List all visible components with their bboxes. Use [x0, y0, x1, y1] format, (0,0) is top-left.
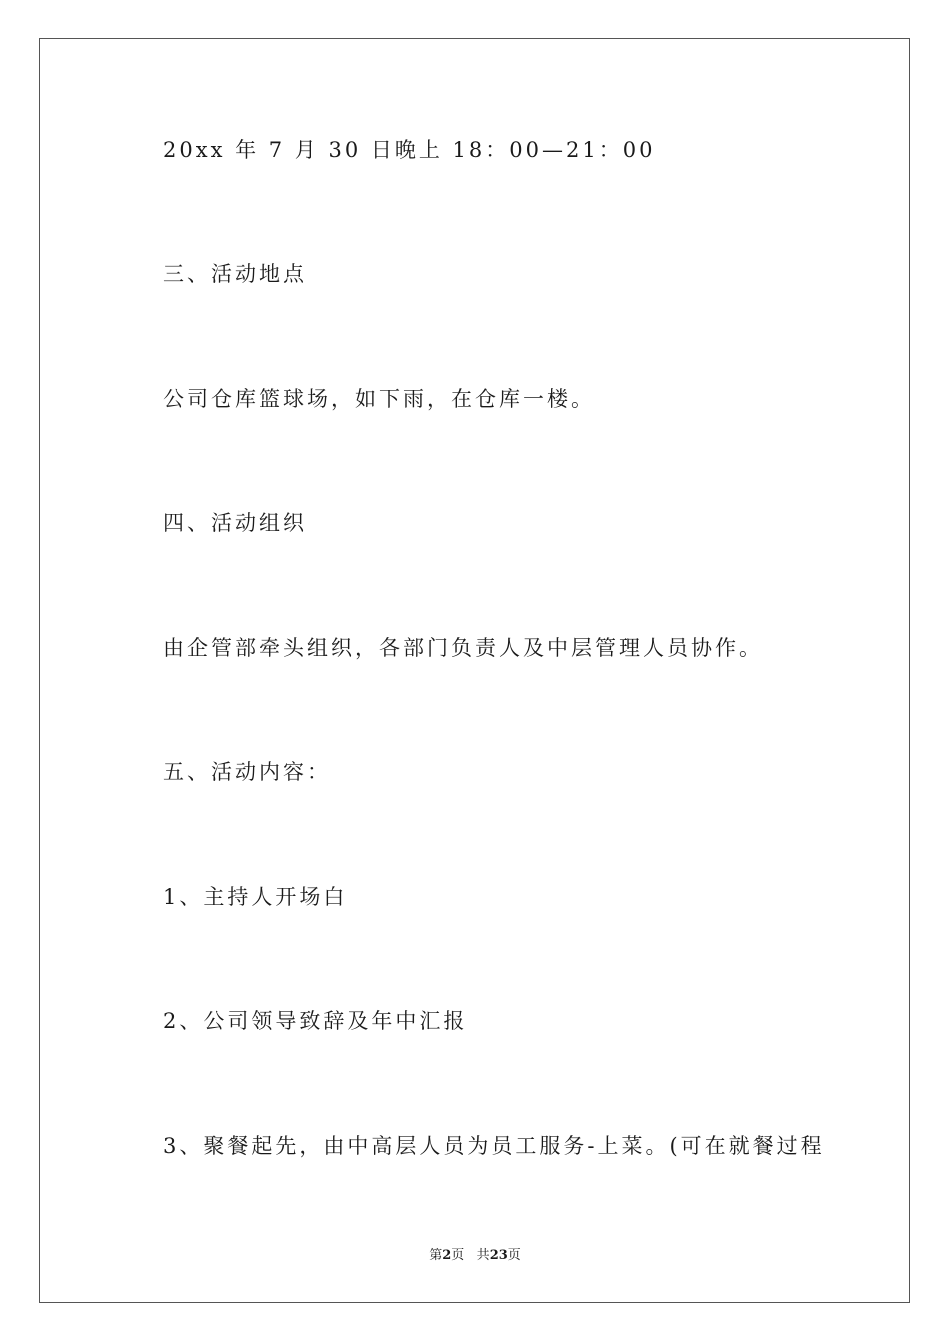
section-heading-location: 三、活动地点 — [163, 262, 307, 286]
content-item-3: 3、聚餐起先，由中高层人员为员工服务-上菜。(可在就餐过程 — [163, 1134, 825, 1158]
section-heading-content: 五、活动内容： — [163, 760, 331, 784]
content-item-2: 2、公司领导致辞及年中汇报 — [163, 1009, 468, 1033]
section-heading-organization: 四、活动组织 — [163, 511, 307, 535]
footer-page-number: 2 — [442, 1248, 452, 1263]
location-text: 公司仓库篮球场，如下雨，在仓库一楼。 — [163, 387, 595, 411]
footer-page-prefix: 第 — [429, 1248, 443, 1263]
page-border — [39, 38, 910, 1303]
footer-total-suffix: 页 — [507, 1248, 521, 1263]
content-item-1: 1、主持人开场白 — [163, 885, 348, 909]
organization-text: 由企管部牵头组织，各部门负责人及中层管理人员协作。 — [163, 636, 763, 660]
footer-total-prefix: 共 — [476, 1248, 490, 1263]
footer-total-pages: 23 — [489, 1248, 508, 1263]
footer-page-suffix: 页 — [451, 1248, 465, 1263]
page-footer — [0, 1247, 950, 1265]
event-time-text: 20xx 年 7 月 30 日晚上 18：00—21：00 — [163, 138, 656, 162]
